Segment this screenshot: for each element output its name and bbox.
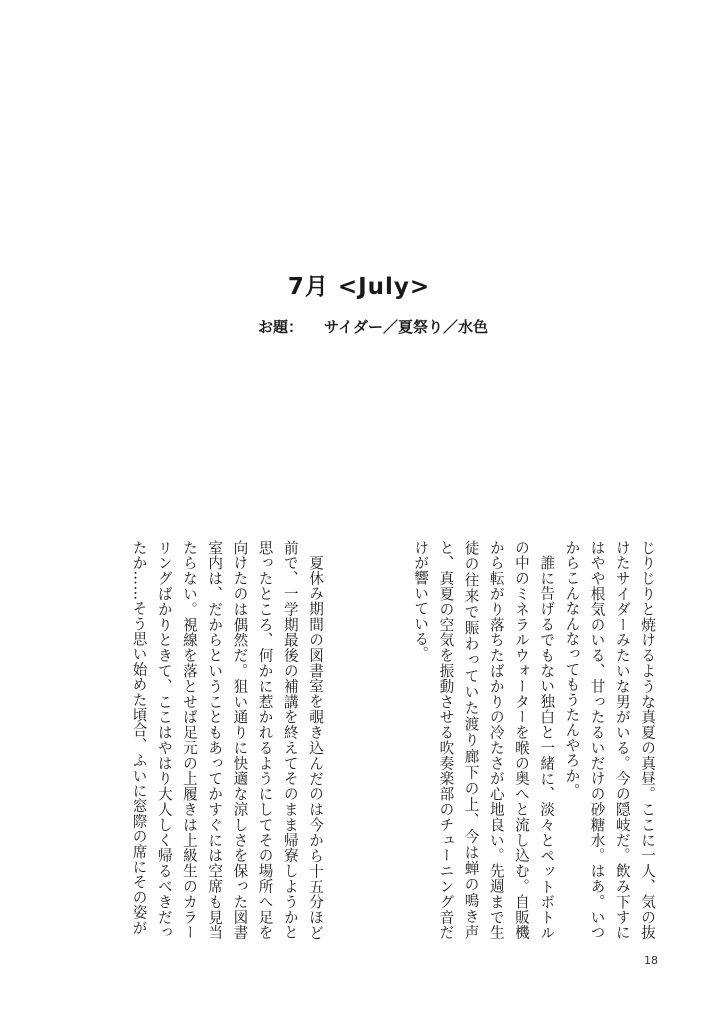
text-block-right	[360, 540, 660, 940]
paragraph: 夏休み期間の図書室を覗き込んだのは今から十五分ほど前で、一学期最後の補講を終えてそのまま帰寮しようかと思ったところ、何かに惹かれるようにしてその場所へ足を向けたのは偶然だ。狙い通りに快適な涼しさを保った図書室内は、だからということもあってかすぐには空席も見当たらない。視線を落とせば足元の上履きは上級生のカラーリングばかりときて、ここはやはり大人しく帰るべきだったか……そう思い始めた頃合、ふいに窓際の席にその姿が	[130, 540, 324, 940]
page-number: 18	[644, 954, 658, 967]
subject-line	[258, 316, 488, 337]
subject-label: お題：	[258, 318, 304, 336]
subject-value: サイダー／夏祭り／水色	[324, 318, 488, 336]
chapter-title: 7月 <July>	[287, 274, 431, 300]
paragraph: 誰に告げるでもない独白と一緒に、淡々とペットボトルの中のミネラルウォーターを喉の奥へと流し込む。自販機から転がり落ちたばかりの冷たさが心地良い。先週まで生徒の往来で賑わっていた渡り廊下の上、今は蝉の鳴き声と、真夏の空気を振動させる吹奏楽部のチューニング音だけが響いている。	[412, 540, 556, 940]
paragraph: じりじりと焼けるような真夏の真昼。ここに一人、気の抜けたサイダーみたいな男がいる。今の隠岐だ。飲み下すにはやや根気のいる、甘ったるいだけの砂糖水。はあ。いつからこんなんなってもうたんやろか。	[563, 540, 656, 940]
text-block-left	[23, 540, 328, 940]
